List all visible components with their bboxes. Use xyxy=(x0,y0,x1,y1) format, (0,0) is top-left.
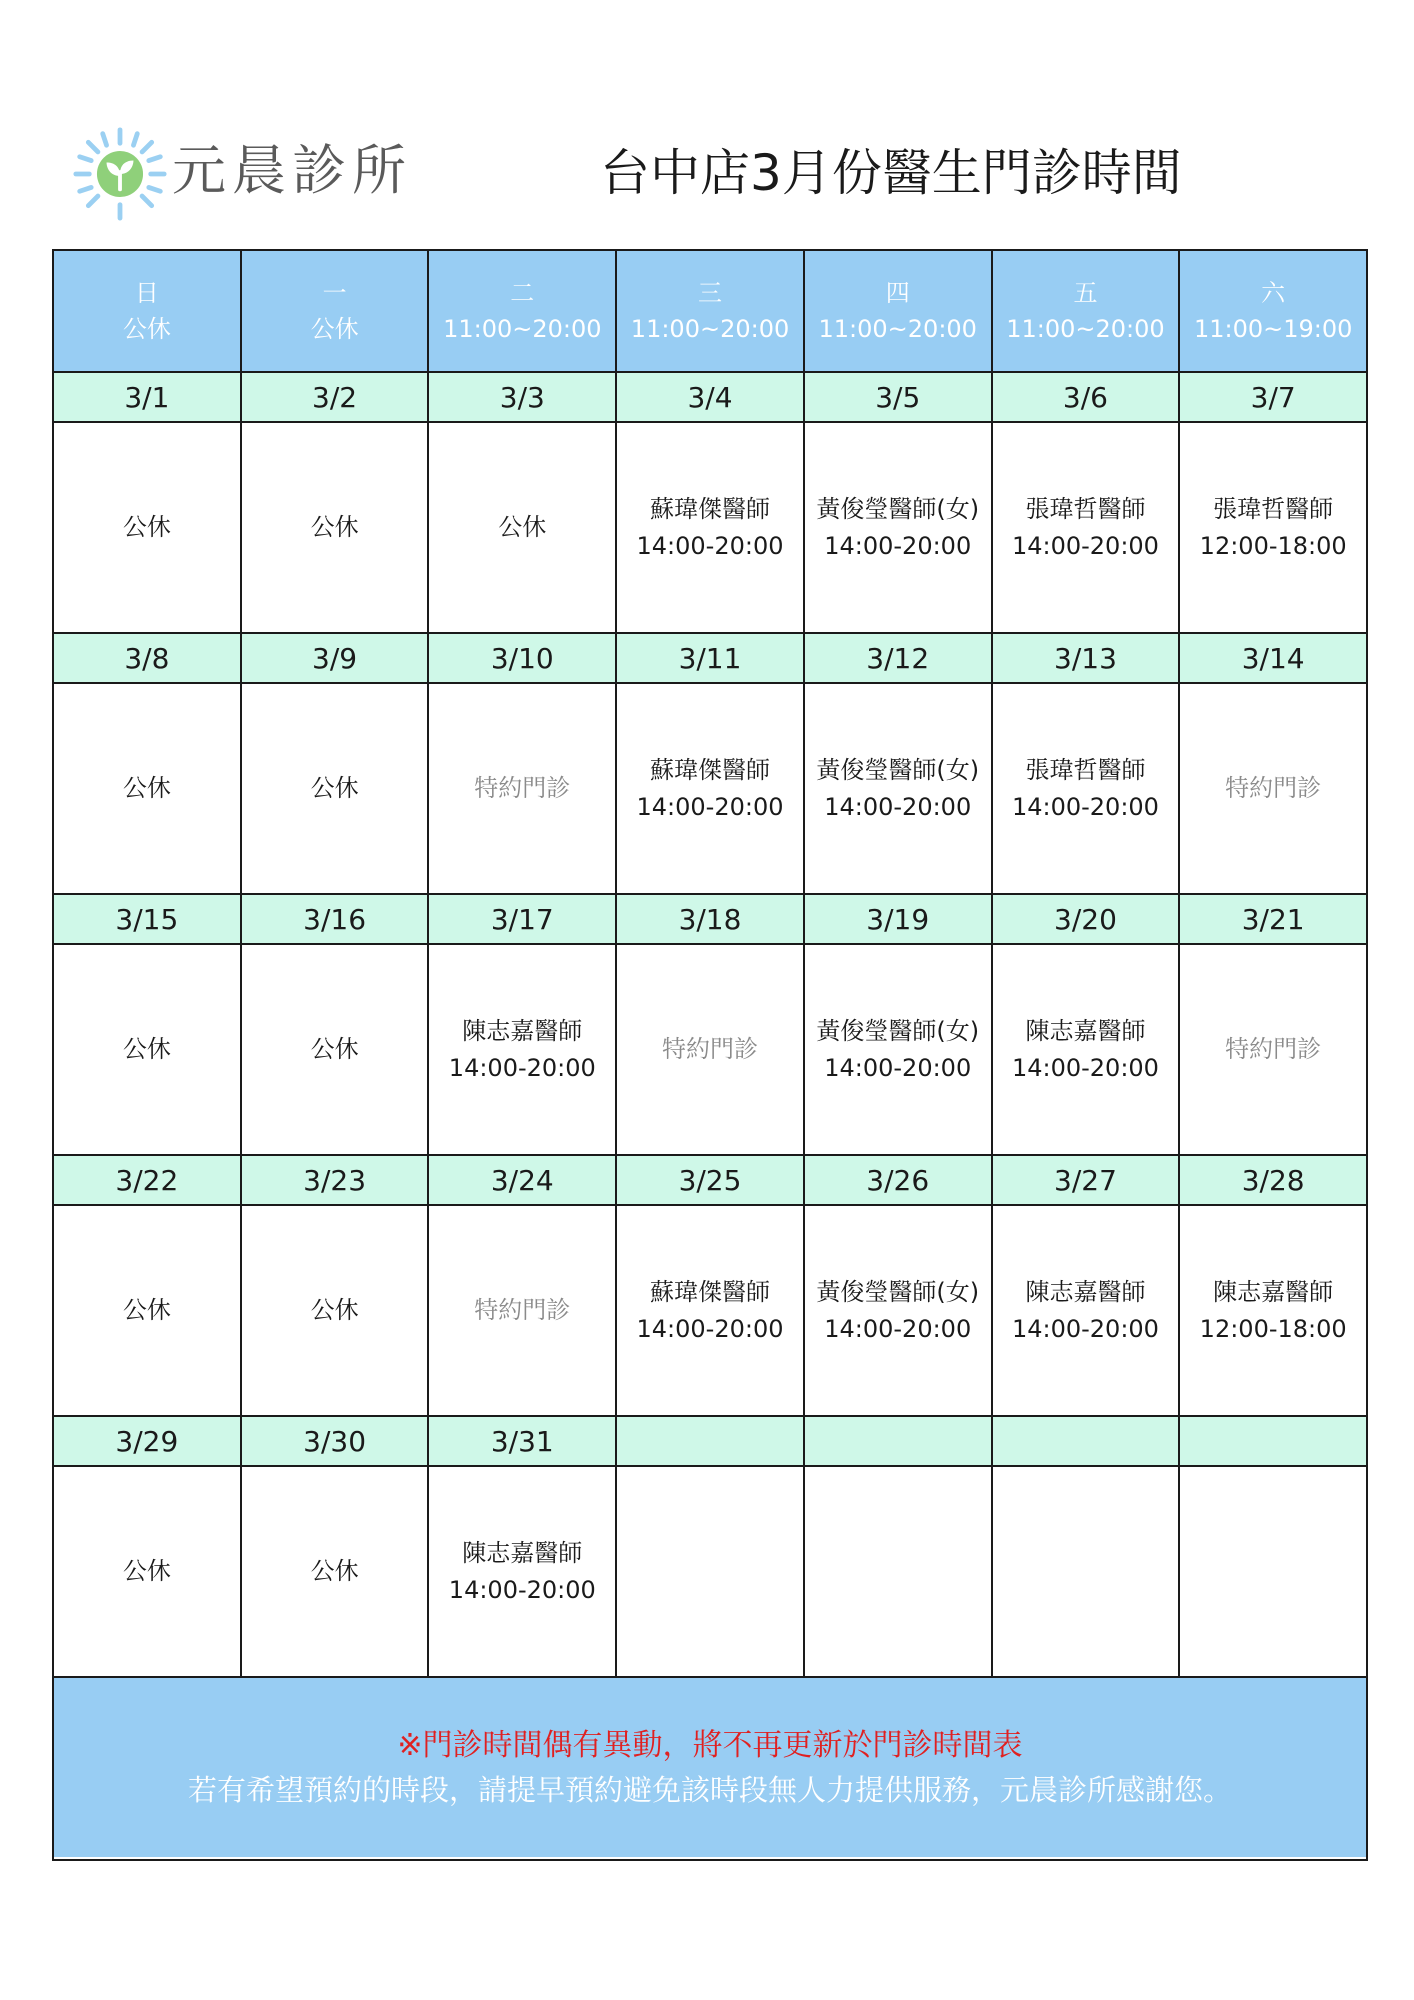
doctor-name: 特約門診 xyxy=(1225,1035,1322,1063)
date-cell: 3/17 xyxy=(427,895,615,943)
weekday-header-cell xyxy=(427,251,615,371)
doctor-name: 張瑋哲醫師 xyxy=(1213,494,1334,523)
schedule-cell xyxy=(991,423,1179,632)
sun-sprout-icon xyxy=(72,126,168,222)
date-cell: 3/26 xyxy=(803,1156,991,1204)
doctor-name: 公休 xyxy=(310,1296,359,1324)
date-cell: 3/11 xyxy=(615,634,803,682)
schedule-cell xyxy=(991,1467,1179,1676)
schedule-cell xyxy=(427,1467,615,1676)
schedule-cell xyxy=(54,945,240,1154)
date-cell: 3/6 xyxy=(991,373,1179,421)
schedule-cell xyxy=(240,945,428,1154)
clinic-hours: 14:00-20:00 xyxy=(1011,1314,1159,1343)
weekday-hours: 11:00~20:00 xyxy=(443,315,602,343)
date-cell: 3/28 xyxy=(1178,1156,1366,1204)
date-cell: 3/29 xyxy=(115,1424,179,1458)
date-row xyxy=(54,1156,1366,1206)
schedule-cell xyxy=(1178,684,1366,893)
doctor-name: 公休 xyxy=(498,513,547,541)
schedule-cell xyxy=(991,1206,1179,1415)
date-cell: 3/23 xyxy=(240,1156,428,1204)
weekday-hours: 11:00~20:00 xyxy=(1006,315,1165,343)
schedule-cell xyxy=(991,684,1179,893)
date-cell: 3/3 xyxy=(427,373,615,421)
schedule-cell xyxy=(615,1467,803,1676)
clinic-hours: 14:00-20:00 xyxy=(448,1575,596,1604)
schedule-cell xyxy=(803,1206,991,1415)
doctor-name: 公休 xyxy=(310,774,359,802)
weekday-hours: 11:00~20:00 xyxy=(630,315,790,343)
date-cell: 3/14 xyxy=(1178,634,1366,682)
date-cell: 3/12 xyxy=(803,634,991,682)
date-cell: 3/31 xyxy=(427,1417,615,1465)
weekday-label: 六 xyxy=(1261,279,1286,307)
clinic-hours: 14:00-20:00 xyxy=(636,1314,784,1343)
date-cell: 3/30 xyxy=(240,1417,428,1465)
schedule-row xyxy=(54,423,1366,634)
notice-reservation: 若有希望預約的時段，請提早預約避免該時段無人力提供服務，元晨診所感謝您。 xyxy=(187,1772,1232,1807)
date-cell: 3/16 xyxy=(240,895,428,943)
schedule-cell xyxy=(803,423,991,632)
weekday-label: 日 xyxy=(134,279,159,307)
weekday-header-cell xyxy=(1178,251,1366,371)
doctor-name: 陳志嘉醫師 xyxy=(462,1538,583,1567)
doctor-name: 公休 xyxy=(310,513,359,541)
schedule-cell xyxy=(54,684,240,893)
doctor-name: 特約門診 xyxy=(474,1296,571,1324)
weeks-container xyxy=(54,373,1366,1678)
clinic-hours: 12:00-18:00 xyxy=(1199,1314,1347,1343)
weekday-header-cell xyxy=(991,251,1179,371)
doctor-name: 公休 xyxy=(122,1557,171,1585)
date-cell: 3/24 xyxy=(427,1156,615,1204)
date-cell: 3/4 xyxy=(615,373,803,421)
clinic-hours: 14:00-20:00 xyxy=(448,1053,596,1082)
date-cell: 3/15 xyxy=(115,902,179,936)
schedule-cell xyxy=(1178,423,1366,632)
date-cell: 3/19 xyxy=(803,895,991,943)
doctor-name: 公休 xyxy=(122,1296,171,1324)
doctor-name: 黃俊瑩醫師(女) xyxy=(816,494,980,523)
date-cell: 3/21 xyxy=(1178,895,1366,943)
date-cell xyxy=(1178,1417,1366,1465)
date-cell: 3/2 xyxy=(240,373,428,421)
schedule-cell xyxy=(615,1206,803,1415)
clinic-hours: 14:00-20:00 xyxy=(824,792,972,821)
schedule-cell xyxy=(54,423,240,632)
clinic-hours: 14:00-20:00 xyxy=(636,531,784,560)
schedule-cell xyxy=(615,945,803,1154)
doctor-name: 陳志嘉醫師 xyxy=(1025,1277,1146,1306)
date-cell xyxy=(803,1417,991,1465)
schedule-cell xyxy=(240,1206,428,1415)
date-cell: 3/10 xyxy=(427,634,615,682)
date-row xyxy=(54,634,1366,684)
date-cell: 3/1 xyxy=(124,380,170,414)
clinic-hours: 14:00-20:00 xyxy=(824,1314,972,1343)
weekday-header-cell xyxy=(803,251,991,371)
schedule-table xyxy=(52,249,1368,1861)
schedule-cell xyxy=(803,1467,991,1676)
schedule-cell xyxy=(803,945,991,1154)
date-row xyxy=(54,895,1366,945)
clinic-hours: 12:00-18:00 xyxy=(1199,531,1347,560)
clinic-hours: 14:00-20:00 xyxy=(1011,792,1159,821)
clinic-hours: 14:00-20:00 xyxy=(636,792,784,821)
doctor-name: 黃俊瑩醫師(女) xyxy=(816,755,980,784)
schedule-cell xyxy=(427,684,615,893)
date-cell: 3/25 xyxy=(615,1156,803,1204)
clinic-name: 元晨診所 xyxy=(172,139,412,202)
clinic-hours: 14:00-20:00 xyxy=(1011,531,1159,560)
weekday-label: 一 xyxy=(322,279,347,307)
doctor-name: 特約門診 xyxy=(1225,774,1322,802)
page-header xyxy=(0,0,1414,240)
notice-warning: ※門診時間偶有異動，將不再更新於門診時間表 xyxy=(397,1727,1023,1763)
clinic-hours: 14:00-20:00 xyxy=(824,531,972,560)
schedule-row xyxy=(54,684,1366,895)
doctor-name: 張瑋哲醫師 xyxy=(1025,755,1146,784)
date-row xyxy=(54,373,1366,423)
doctor-name: 陳志嘉醫師 xyxy=(1213,1277,1334,1306)
doctor-name: 蘇瑋傑醫師 xyxy=(650,494,771,523)
doctor-name: 蘇瑋傑醫師 xyxy=(650,1277,771,1306)
schedule-cell xyxy=(54,1206,240,1415)
page-title: 台中店3月份醫生門診時間 xyxy=(600,144,1182,202)
date-cell: 3/9 xyxy=(240,634,428,682)
doctor-name: 陳志嘉醫師 xyxy=(462,1016,583,1045)
weekday-label: 五 xyxy=(1073,279,1098,307)
weekday-header-cell xyxy=(54,251,240,371)
schedule-cell xyxy=(240,1467,428,1676)
schedule-cell xyxy=(1178,945,1366,1154)
weekday-header-cell xyxy=(615,251,803,371)
date-cell: 3/20 xyxy=(991,895,1179,943)
weekday-label: 二 xyxy=(510,279,535,307)
date-cell xyxy=(991,1417,1179,1465)
schedule-row xyxy=(54,1206,1366,1417)
schedule-row xyxy=(54,945,1366,1156)
date-cell: 3/18 xyxy=(615,895,803,943)
doctor-name: 公休 xyxy=(310,1035,359,1063)
date-cell xyxy=(615,1417,803,1465)
schedule-cell xyxy=(427,945,615,1154)
doctor-name: 陳志嘉醫師 xyxy=(1025,1016,1146,1045)
doctor-name: 張瑋哲醫師 xyxy=(1025,494,1146,523)
schedule-cell xyxy=(1178,1206,1366,1415)
schedule-cell xyxy=(427,1206,615,1415)
date-cell: 3/8 xyxy=(124,641,170,675)
weekday-hours: 11:00~20:00 xyxy=(818,315,977,343)
weekday-header-cell xyxy=(240,251,428,371)
doctor-name: 公休 xyxy=(122,513,171,541)
schedule-cell xyxy=(803,684,991,893)
weekday-hours: 11:00~19:00 xyxy=(1193,315,1353,343)
doctor-name: 特約門診 xyxy=(474,774,571,802)
doctor-name: 蘇瑋傑醫師 xyxy=(650,755,771,784)
date-cell: 3/27 xyxy=(991,1156,1179,1204)
doctor-name: 公休 xyxy=(310,1557,359,1585)
schedule-cell xyxy=(615,423,803,632)
doctor-name: 公休 xyxy=(122,774,171,802)
doctor-name: 黃俊瑩醫師(女) xyxy=(816,1016,980,1045)
date-row xyxy=(54,1417,1366,1467)
weekday-header-row xyxy=(54,251,1366,373)
schedule-cell xyxy=(991,945,1179,1154)
weekday-label: 三 xyxy=(698,279,723,307)
schedule-cell xyxy=(1178,1467,1366,1676)
notice-panel xyxy=(54,1678,1366,1857)
weekday-hours: 公休 xyxy=(310,315,359,343)
weekday-hours: 公休 xyxy=(122,315,171,343)
doctor-name: 公休 xyxy=(122,1035,171,1063)
date-cell: 3/5 xyxy=(803,373,991,421)
doctor-name: 特約門診 xyxy=(662,1035,759,1063)
date-cell: 3/7 xyxy=(1178,373,1366,421)
schedule-cell xyxy=(240,423,428,632)
schedule-cell xyxy=(54,1467,240,1676)
weekday-label: 四 xyxy=(885,279,910,307)
clinic-hours: 14:00-20:00 xyxy=(824,1053,972,1082)
schedule-cell xyxy=(615,684,803,893)
schedule-cell xyxy=(427,423,615,632)
date-cell: 3/22 xyxy=(115,1163,179,1197)
clinic-hours: 14:00-20:00 xyxy=(1011,1053,1159,1082)
date-cell: 3/13 xyxy=(991,634,1179,682)
schedule-cell xyxy=(240,684,428,893)
schedule-row xyxy=(54,1467,1366,1678)
doctor-name: 黃俊瑩醫師(女) xyxy=(816,1277,980,1306)
